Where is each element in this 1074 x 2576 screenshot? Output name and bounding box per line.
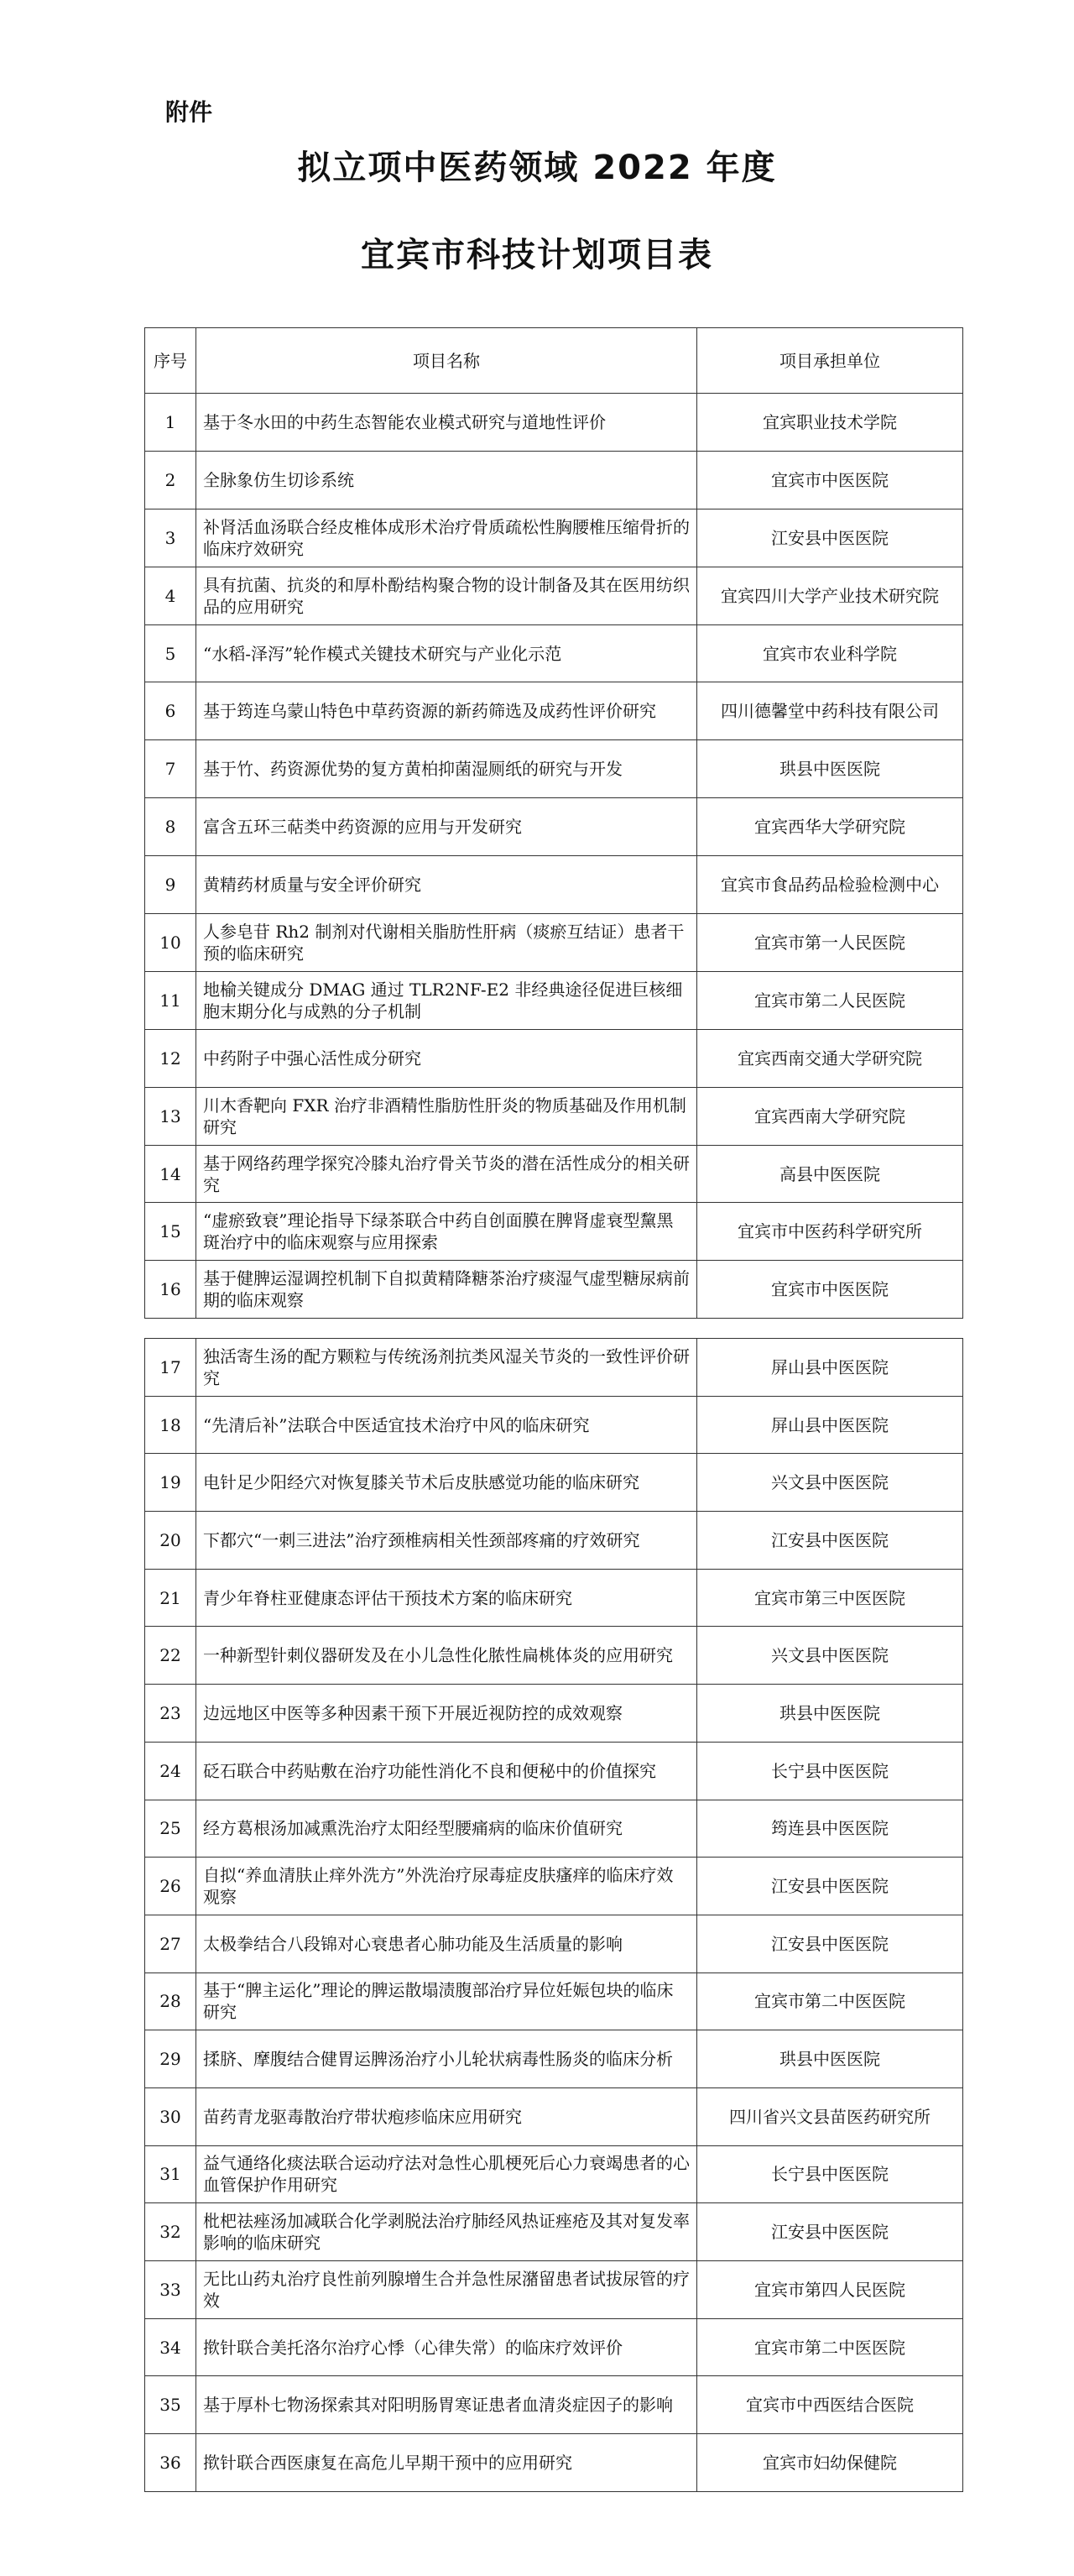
table-row: [145, 1087, 963, 1145]
table-row: [145, 1972, 963, 2030]
project-unit: 江安县中医医院: [697, 509, 963, 567]
project-unit: 屏山县中医医院: [697, 1396, 963, 1454]
project-name: “水稻-泽泻”轮作模式关键技术研究与产业化示范: [196, 624, 697, 682]
project-unit: 筠连县中医医院: [697, 1800, 963, 1858]
table-row: [145, 1029, 963, 1087]
project-name: 揿针联合西医康复在高危儿早期干预中的应用研究: [196, 2434, 697, 2492]
row-number: 10: [145, 914, 196, 972]
project-unit: 宜宾市第二人民医院: [697, 971, 963, 1029]
table-row: [145, 567, 963, 624]
project-unit: 江安县中医医院: [697, 1512, 963, 1570]
project-unit: 江安县中医医院: [697, 2203, 963, 2261]
project-name: 基于网络药理学探究冷膝丸治疗骨关节炎的潜在活性成分的相关研究: [196, 1145, 697, 1203]
project-name: 基于筠连乌蒙山特色中草药资源的新药筛选及成药性评价研究: [196, 682, 697, 740]
project-unit: 长宁县中医医院: [697, 2145, 963, 2203]
table-row: [145, 2434, 963, 2492]
row-number: 33: [145, 2261, 196, 2319]
project-unit: 兴文县中医医院: [697, 1627, 963, 1685]
project-unit: 宜宾西南交通大学研究院: [697, 1029, 963, 1087]
project-unit: 宜宾市第二中医医院: [697, 1972, 963, 2030]
project-unit: 兴文县中医医院: [697, 1454, 963, 1512]
project-name: 砭石联合中药贴敷在治疗功能性消化不良和便秘中的价值探究: [196, 1742, 697, 1800]
row-number: 32: [145, 2203, 196, 2261]
project-name: 补肾活血汤联合经皮椎体成形术治疗骨质疏松性胸腰椎压缩骨折的临床疗效研究: [196, 509, 697, 567]
project-unit: 宜宾市农业科学院: [697, 624, 963, 682]
project-unit: 宜宾西南大学研究院: [697, 1087, 963, 1145]
project-unit: 宜宾市第四人民医院: [697, 2261, 963, 2319]
row-number: 2: [145, 451, 196, 509]
project-table-part2: [144, 1338, 963, 2492]
project-name: 一种新型针刺仪器研发及在小儿急性化脓性扁桃体炎的应用研究: [196, 1627, 697, 1685]
page-title-line2: 宜宾市科技计划项目表: [361, 236, 713, 274]
table-row: [145, 1454, 963, 1512]
project-name: 川木香靶向 FXR 治疗非酒精性脂肪性肝炎的物质基础及作用机制研究: [196, 1087, 697, 1145]
row-number: 29: [145, 2030, 196, 2088]
project-name: 揉脐、摩腹结合健胃运脾汤治疗小儿轮状病毒性肠炎的临床分析: [196, 2030, 697, 2088]
project-name: 苗药青龙驱毒散治疗带状疱疹临床应用研究: [196, 2087, 697, 2145]
row-number: 34: [145, 2318, 196, 2376]
project-name: 中药附子中强心活性成分研究: [196, 1029, 697, 1087]
project-table-part1: [144, 327, 963, 1319]
project-unit: 江安县中医医院: [697, 1915, 963, 1972]
row-number: 18: [145, 1396, 196, 1454]
project-unit: 宜宾市食品药品检验检测中心: [697, 856, 963, 914]
row-number: 6: [145, 682, 196, 740]
project-name: 无比山药丸治疗良性前列腺增生合并急性尿潴留患者试拔尿管的疗效: [196, 2261, 697, 2319]
project-unit: 江安县中医医院: [697, 1858, 963, 1915]
table-row: [145, 2318, 963, 2376]
project-name: 基于冬水田的中药生态智能农业模式研究与道地性评价: [196, 394, 697, 452]
row-number: 5: [145, 624, 196, 682]
project-name: 全脉象仿生切诊系统: [196, 451, 697, 509]
project-name: 基于厚朴七物汤探索其对阳明肠胃寒证患者血清炎症因子的影响: [196, 2376, 697, 2434]
project-unit: 宜宾市第二中医医院: [697, 2318, 963, 2376]
project-name: 揿针联合美托洛尔治疗心悸（心律失常）的临床疗效评价: [196, 2318, 697, 2376]
row-number: 9: [145, 856, 196, 914]
project-unit: 宜宾市妇幼保健院: [697, 2434, 963, 2492]
project-unit: 宜宾四川大学产业技术研究院: [697, 567, 963, 624]
project-name: 独活寄生汤的配方颗粒与传统汤剂抗类风湿关节炎的一致性评价研究: [196, 1339, 697, 1397]
project-name: 具有抗菌、抗炎的和厚朴酚结构聚合物的设计制备及其在医用纺织品的应用研究: [196, 567, 697, 624]
table-row: [145, 740, 963, 798]
page-title-line1: 拟立项中医药领域 2022 年度: [297, 149, 777, 187]
table-row: [145, 2030, 963, 2088]
table-row: [145, 1203, 963, 1261]
table-row: [145, 624, 963, 682]
row-number: 12: [145, 1029, 196, 1087]
project-name: 基于健脾运湿调控机制下自拟黄精降糖茶治疗痰湿气虚型糖尿病前期的临床观察: [196, 1261, 697, 1319]
row-number: 15: [145, 1203, 196, 1261]
project-unit: 珙县中医医院: [697, 740, 963, 798]
table-row: [145, 2376, 963, 2434]
project-unit: 长宁县中医医院: [697, 1742, 963, 1800]
project-unit: 宜宾市中医医院: [697, 1261, 963, 1319]
row-number: 1: [145, 394, 196, 452]
row-number: 13: [145, 1087, 196, 1145]
table-header-row: [145, 328, 963, 394]
table-row: [145, 451, 963, 509]
table-row: [145, 1742, 963, 1800]
table-row: [145, 1396, 963, 1454]
table-row: [145, 1512, 963, 1570]
project-name: 黄精药材质量与安全评价研究: [196, 856, 697, 914]
table-row: [145, 509, 963, 567]
project-name: 基于竹、药资源优势的复方黄柏抑菌湿厕纸的研究与开发: [196, 740, 697, 798]
project-name: 经方葛根汤加减熏洗治疗太阳经型腰痛病的临床价值研究: [196, 1800, 697, 1858]
table-row: [145, 2203, 963, 2261]
row-number: 8: [145, 798, 196, 856]
project-name: 人参皂苷 Rh2 制剂对代谢相关脂肪性肝病（痰瘀互结证）患者干预的临床研究: [196, 914, 697, 972]
header-num: 序号: [145, 328, 196, 394]
row-number: 16: [145, 1261, 196, 1319]
project-name: 青少年脊柱亚健康态评估干预技术方案的临床研究: [196, 1569, 697, 1627]
project-name: 自拟“养血清肤止痒外洗方”外洗治疗尿毒症皮肤瘙痒的临床疗效观察: [196, 1858, 697, 1915]
project-name: 基于“脾主运化”理论的脾运散塌渍腹部治疗异位妊娠包块的临床研究: [196, 1972, 697, 2030]
table-row: [145, 2261, 963, 2319]
table-row: [145, 1915, 963, 1972]
table-row: [145, 1685, 963, 1743]
table-row: [145, 682, 963, 740]
table-row: [145, 856, 963, 914]
row-number: 17: [145, 1339, 196, 1397]
header-name: 项目名称: [196, 328, 697, 394]
project-name: 太极拳结合八段锦对心衰患者心肺功能及生活质量的影响: [196, 1915, 697, 1972]
project-unit: 珙县中医医院: [697, 2030, 963, 2088]
project-unit: 宜宾市中医药科学研究所: [697, 1203, 963, 1261]
project-unit: 宜宾市中西医结合医院: [697, 2376, 963, 2434]
table-row: [145, 2145, 963, 2203]
project-unit: 宜宾职业技术学院: [697, 394, 963, 452]
project-name: 富含五环三萜类中药资源的应用与开发研究: [196, 798, 697, 856]
project-unit: 四川德馨堂中药科技有限公司: [697, 682, 963, 740]
table-row: [145, 2087, 963, 2145]
table-row: [145, 394, 963, 452]
row-number: 28: [145, 1972, 196, 2030]
row-number: 7: [145, 740, 196, 798]
project-unit: 宜宾市第三中医医院: [697, 1569, 963, 1627]
project-name: 益气通络化痰法联合运动疗法对急性心肌梗死后心力衰竭患者的心血管保护作用研究: [196, 2145, 697, 2203]
row-number: 19: [145, 1454, 196, 1512]
table-row: [145, 1339, 963, 1397]
project-name: “先清后补”法联合中医适宜技术治疗中风的临床研究: [196, 1396, 697, 1454]
table-row: [145, 1261, 963, 1319]
project-name: 枇杷祛痤汤加减联合化学剥脱法治疗肺经风热证痤疮及其对复发率影响的临床研究: [196, 2203, 697, 2261]
project-unit: 四川省兴文县苗医药研究所: [697, 2087, 963, 2145]
table-row: [145, 971, 963, 1029]
row-number: 27: [145, 1915, 196, 1972]
project-unit: 珙县中医医院: [697, 1685, 963, 1743]
project-name: 边远地区中医等多种因素干预下开展近视防控的成效观察: [196, 1685, 697, 1743]
row-number: 24: [145, 1742, 196, 1800]
project-unit: 高县中医医院: [697, 1145, 963, 1203]
project-unit: 宜宾市第一人民医院: [697, 914, 963, 972]
project-name: 电针足少阳经穴对恢复膝关节术后皮肤感觉功能的临床研究: [196, 1454, 697, 1512]
header-unit: 项目承担单位: [697, 328, 963, 394]
table-row: [145, 914, 963, 972]
row-number: 20: [145, 1512, 196, 1570]
row-number: 23: [145, 1685, 196, 1743]
table-row: [145, 1145, 963, 1203]
row-number: 14: [145, 1145, 196, 1203]
row-number: 35: [145, 2376, 196, 2434]
row-number: 4: [145, 567, 196, 624]
table-row: [145, 1569, 963, 1627]
table-row: [145, 1627, 963, 1685]
row-number: 26: [145, 1858, 196, 1915]
row-number: 36: [145, 2434, 196, 2492]
row-number: 31: [145, 2145, 196, 2203]
project-name: 下都穴“一刺三进法”治疗颈椎病相关性颈部疼痛的疗效研究: [196, 1512, 697, 1570]
attachment-label: 附件: [165, 98, 213, 126]
row-number: 30: [145, 2087, 196, 2145]
project-unit: 屏山县中医医院: [697, 1339, 963, 1397]
table-row: [145, 1858, 963, 1915]
table-row: [145, 1800, 963, 1858]
row-number: 25: [145, 1800, 196, 1858]
row-number: 11: [145, 971, 196, 1029]
project-unit: 宜宾市中医医院: [697, 451, 963, 509]
row-number: 22: [145, 1627, 196, 1685]
table-row: [145, 798, 963, 856]
row-number: 3: [145, 509, 196, 567]
project-name: 地榆关键成分 DMAG 通过 TLR2NF-E2 非经典途径促进巨核细胞末期分化与成熟的分子机制: [196, 971, 697, 1029]
project-name: “虚瘀致衰”理论指导下绿茶联合中药自创面膜在脾肾虚衰型黧黑斑治疗中的临床观察与应用探索: [196, 1203, 697, 1261]
row-number: 21: [145, 1569, 196, 1627]
project-unit: 宜宾西华大学研究院: [697, 798, 963, 856]
